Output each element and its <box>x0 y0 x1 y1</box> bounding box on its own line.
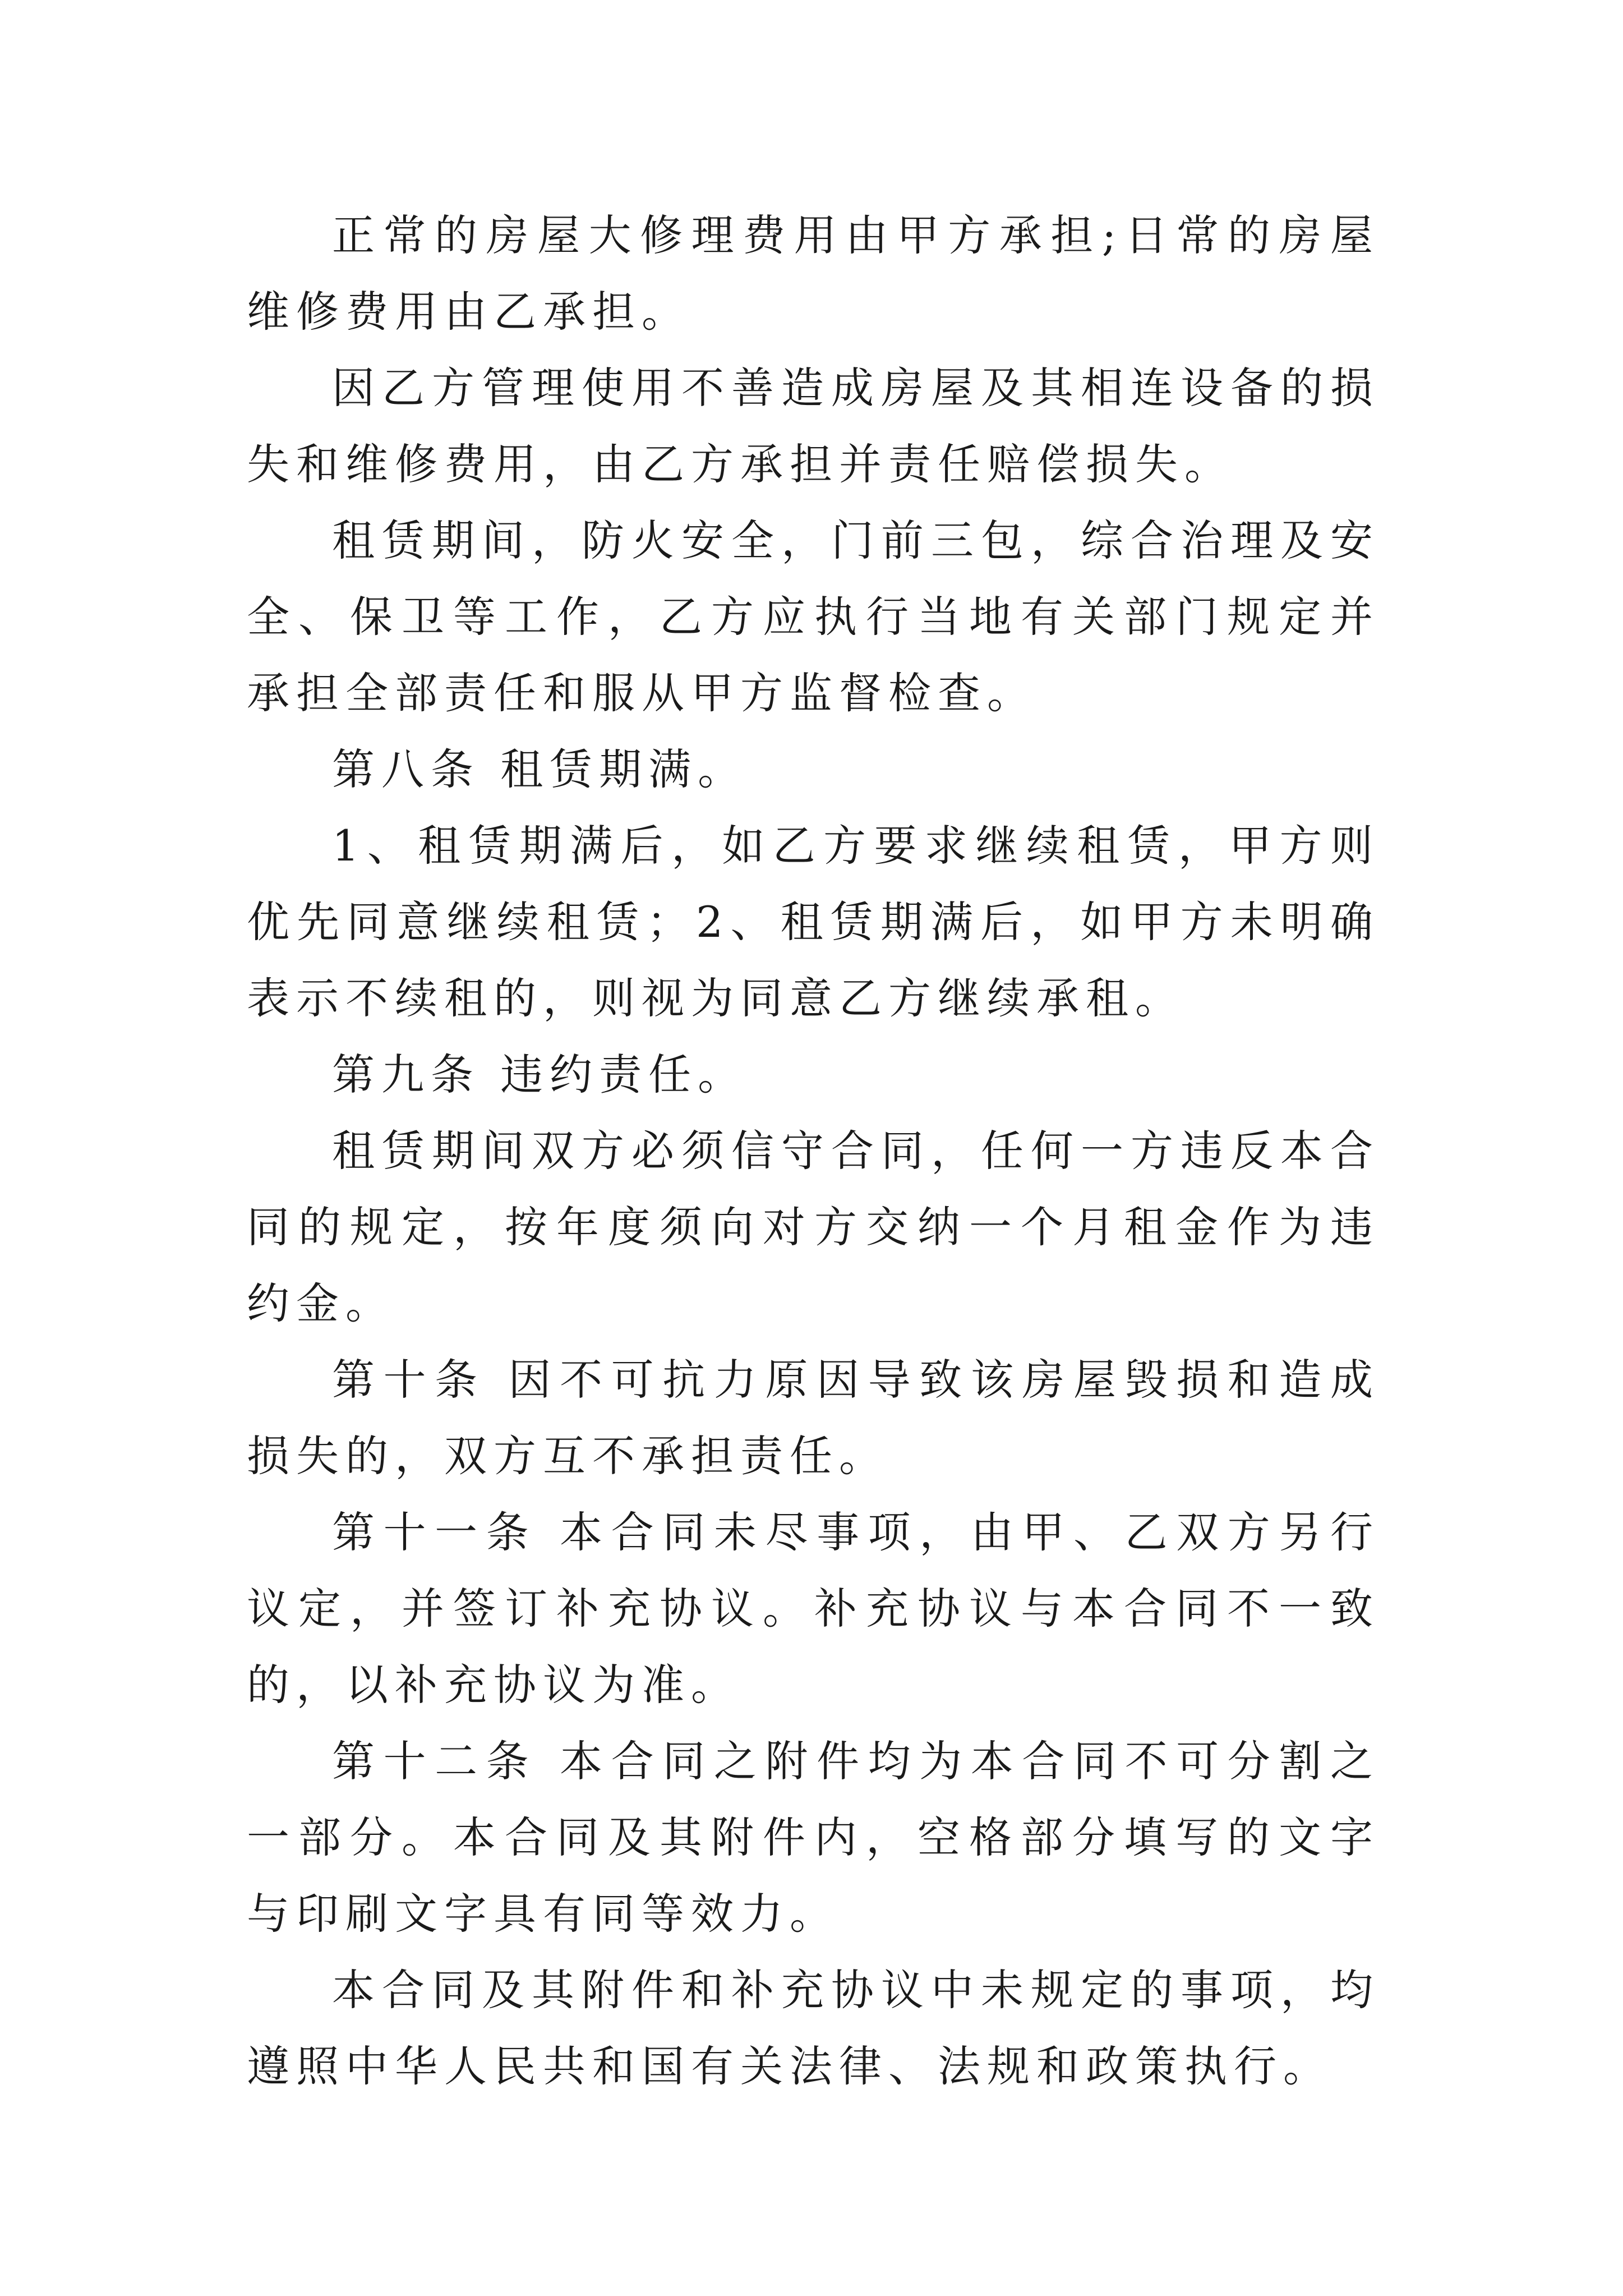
paragraph-repair-costs: 正常的房屋大修理费用由甲方承担;日常的房屋维修费用由乙承担。 <box>247 210 1380 337</box>
article-9-heading: 第九条 违约责任。 <box>332 1050 748 1099</box>
article-11-supplementary: 第十一条 本合同未尽事项，由甲、乙双方另行议定，并签订补充协议。补充协议与本合同不一致的，以补充协议为准。 <box>247 1507 1380 1710</box>
article-10-force-majeure: 第十条 因不可抗力原因导致该房屋毁损和造成损失的，双方互不承担责任。 <box>247 1355 1380 1481</box>
paragraph-breach-penalty: 租赁期间双方必须信守合同，任何一方违反本合同的规定，按年度须向对方交纳一个月租金作为违约金。 <box>247 1126 1380 1328</box>
article-8-heading: 第八条 租赁期满。 <box>332 744 748 794</box>
paragraph-safety-duties: 租赁期间，防火安全，门前三包，综合治理及安全、保卫等工作，乙方应执行当地有关部门规定并承担全部责任和服从甲方监督检查。 <box>247 516 1380 718</box>
paragraph-lease-renewal: 1、租赁期满后，如乙方要求继续租赁，甲方则优先同意继续租赁；2、租赁期满后，如甲方未明确表示不续租的，则视为同意乙方继续承租。 <box>247 821 1380 1023</box>
document-body <box>247 197 1380 2105</box>
article-12-attachments: 第十二条 本合同之附件均为本合同不可分割之一部分。本合同及其附件内，空格部分填写的文字与印刷文字具有同等效力。 <box>247 1736 1380 1939</box>
paragraph-governing-law: 本合同及其附件和补充协议中未规定的事项，均遵照中华人民共和国有关法律、法规和政策执行。 <box>247 1965 1380 2091</box>
paragraph-damage-liability: 因乙方管理使用不善造成房屋及其相连设备的损失和维修费用，由乙方承担并责任赔偿损失。 <box>247 363 1380 489</box>
